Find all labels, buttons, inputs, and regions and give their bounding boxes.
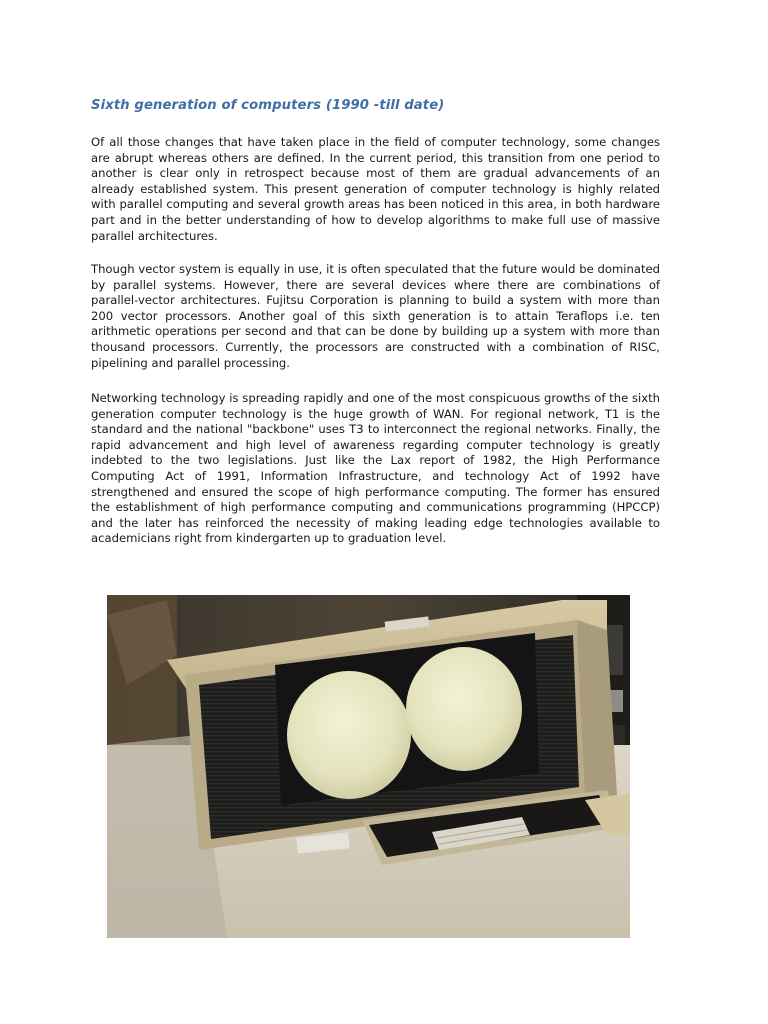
paragraph-3: Networking technology is spreading rapidly and one of the most conspicuous growths of the sixth generation computer technology is the huge growth of WAN. For regional network, T1 is the standard and the national "backbone" uses T3 to interconnect the regional networks. Finally, the rapid advancement and high level of awareness regarding computer technology is greatly indebted to the two legislations. Just like the Lax report of 1982, the High Performance Computing Act of 1991, Information Infrastructure, and technology Act of 1992 have strengthened and ensured the scope of high performance computing. The former has ensured the establishment of high performance computing and communications programming (HPCCP) and the later has reinforced the necessity of making leading edge technologies available to academicians right from kindergarten up to graduation level. (91, 391, 660, 546)
crt-screen-right (406, 647, 522, 771)
paragraph-2: Though vector system is equally in use, it is often speculated that the future would be dominated by parallel systems. However, there are several devices where there are combinations of parallel-vector architectures. Fujitsu Corporation is planning to build a system with more than 200 vector processors. Another goal of this sixth generation is to attain Teraflops i.e. ten arithmetic operations per second and that can be done by building up a system with more than thousand processors. Currently, the processors are constructed with a combination of RISC, pipelining and parallel processing. (91, 262, 660, 370)
paragraph-1: Of all those changes that have taken place in the field of computer technology, some changes are abrupt whereas others are defined. In the current period, this transition from one period to another is clear only in retrospect because most of them are gradual advancements of an already established system. This present generation of computer technology is highly related with parallel computing and several growth areas has been noticed in this area, in both hardware part and in the better understanding of how to develop algorithms to make full use of massive parallel architectures. (91, 135, 660, 243)
crt-screen-left (287, 671, 411, 799)
section-heading: Sixth generation of computers (1990 -till date) (91, 98, 445, 113)
computer-console-photo (107, 595, 630, 938)
